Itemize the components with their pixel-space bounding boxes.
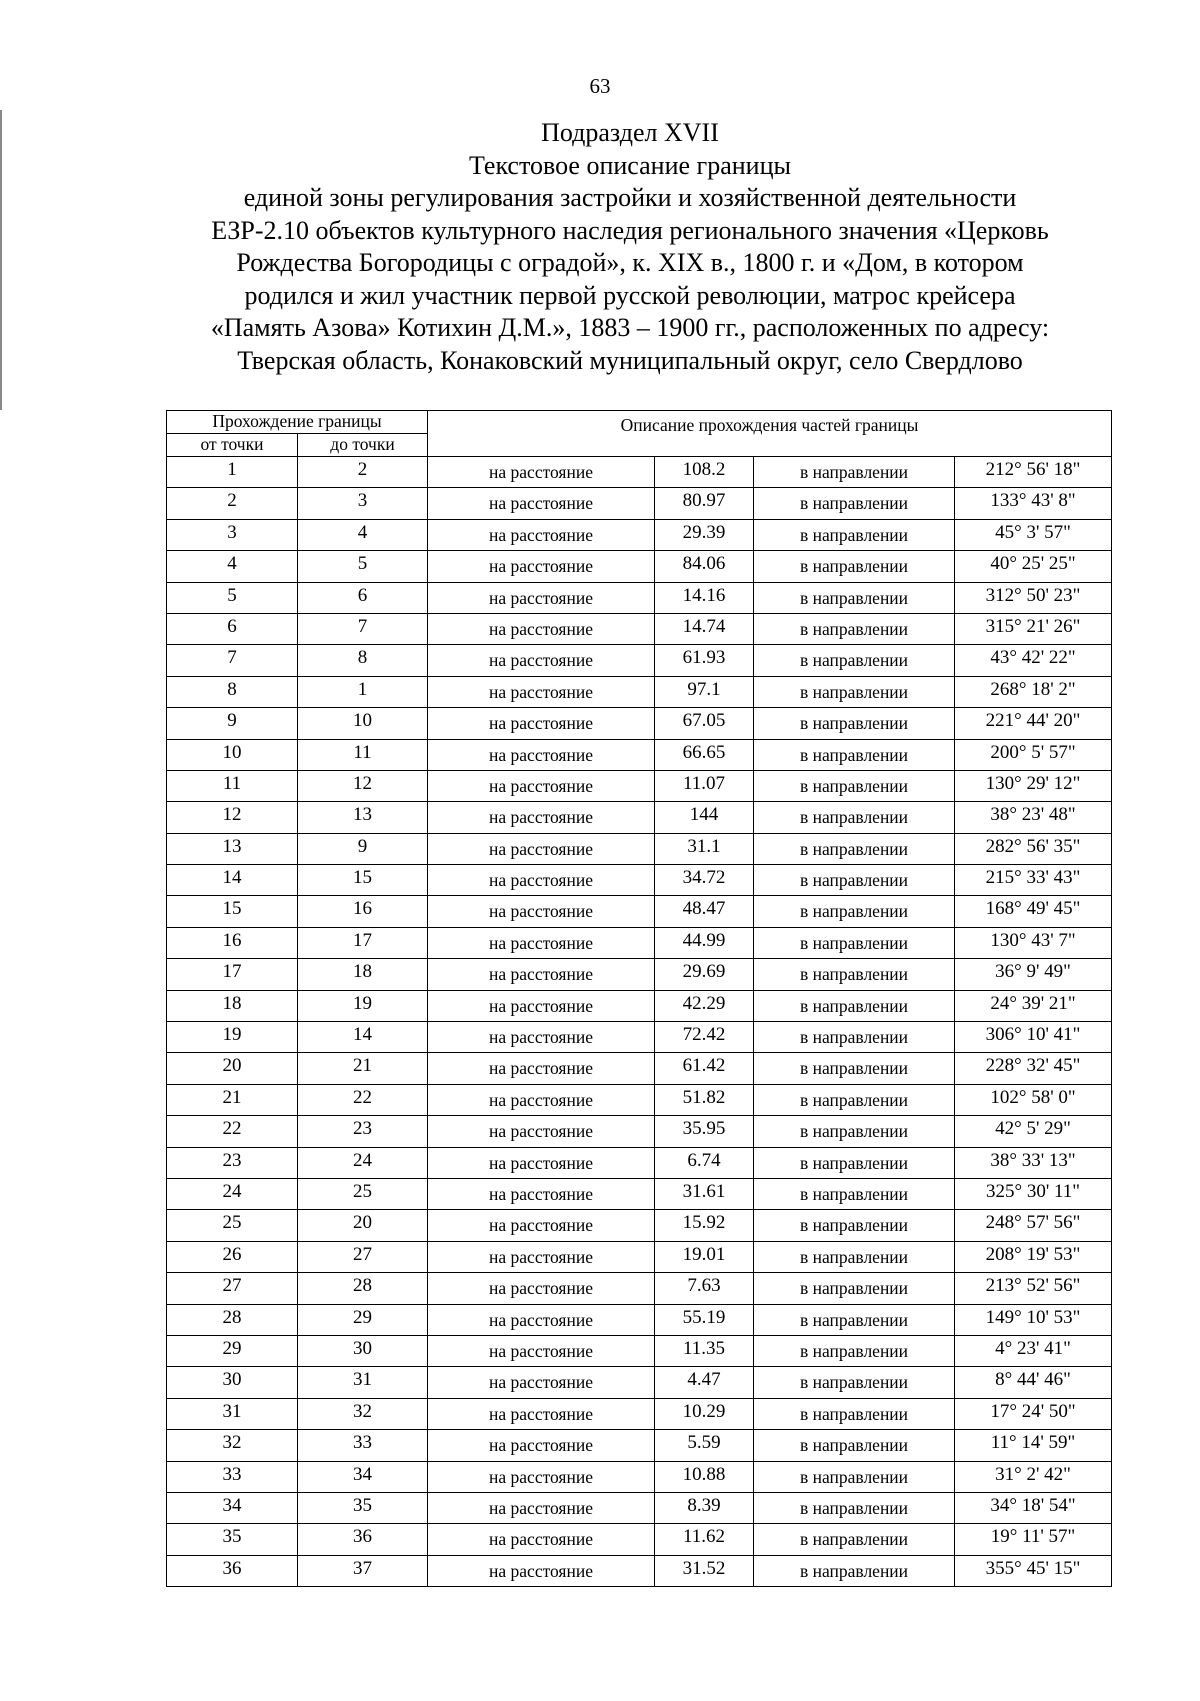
heading-line: родился и жил участник первой русской революции, матрос крейсера (244, 280, 1016, 310)
cell-direction: 221° 44' 20" (955, 708, 1112, 739)
cell-distance-label: на расстояние (428, 770, 655, 801)
cell-to: 31 (298, 1367, 428, 1398)
cell-from: 9 (167, 708, 298, 739)
cell-direction-label: в направлении (754, 645, 955, 676)
cell-distance-label: на расстояние (428, 833, 655, 864)
cell-distance: 7.63 (655, 1273, 754, 1304)
cell-distance: 48.47 (655, 896, 754, 927)
cell-direction-label: в направлении (754, 1461, 955, 1492)
cell-to: 35 (298, 1492, 428, 1523)
table-row (167, 770, 1112, 801)
table-row (167, 1524, 1112, 1555)
cell-distance-label: на расстояние (428, 1398, 655, 1429)
cell-distance-label: на расстояние (428, 1084, 655, 1115)
cell-distance-label: на расстояние (428, 1147, 655, 1178)
table-row (167, 613, 1112, 644)
cell-to: 17 (298, 927, 428, 958)
cell-direction: 130° 43' 7" (955, 927, 1112, 958)
cell-direction-label: в направлении (754, 676, 955, 707)
cell-to: 28 (298, 1273, 428, 1304)
cell-to: 37 (298, 1555, 428, 1586)
cell-to: 7 (298, 613, 428, 644)
cell-distance: 31.1 (655, 833, 754, 864)
cell-direction: 215° 33' 43" (955, 865, 1112, 896)
table-row (167, 1084, 1112, 1115)
cell-from: 25 (167, 1210, 298, 1241)
table-row (167, 676, 1112, 707)
cell-distance: 31.52 (655, 1555, 754, 1586)
cell-direction-label: в направлении (754, 1335, 955, 1366)
cell-to: 30 (298, 1335, 428, 1366)
table-row (167, 488, 1112, 519)
cell-from: 36 (167, 1555, 298, 1586)
table-row (167, 802, 1112, 833)
cell-distance: 4.47 (655, 1367, 754, 1398)
cell-direction-label: в направлении (754, 1147, 955, 1178)
cell-to: 15 (298, 865, 428, 896)
cell-direction: 248° 57' 56" (955, 1210, 1112, 1241)
header-from: от точки (167, 434, 298, 457)
cell-to: 36 (298, 1524, 428, 1555)
cell-distance-label: на расстояние (428, 896, 655, 927)
cell-distance: 31.61 (655, 1178, 754, 1209)
heading-line: Текстовое описание границы (469, 150, 791, 180)
cell-distance-label: на расстояние (428, 865, 655, 896)
cell-direction: 325° 30' 11" (955, 1178, 1112, 1209)
cell-to: 34 (298, 1461, 428, 1492)
heading-line: единой зоны регулирования застройки и хозяйственной деятельности (243, 183, 1017, 212)
cell-distance: 44.99 (655, 927, 754, 958)
cell-direction: 34° 18' 54" (955, 1492, 1112, 1523)
cell-direction-label: в направлении (754, 990, 955, 1021)
cell-direction: 43° 42' 22" (955, 645, 1112, 676)
cell-direction-label: в направлении (754, 1524, 955, 1555)
cell-direction-label: в направлении (754, 1273, 955, 1304)
cell-from: 34 (167, 1492, 298, 1523)
cell-distance: 29.39 (655, 519, 754, 550)
cell-from: 1 (167, 457, 298, 488)
boundary-table (166, 410, 1112, 1587)
cell-distance: 14.16 (655, 582, 754, 613)
table-row (167, 1555, 1112, 1586)
table-row (167, 645, 1112, 676)
cell-from: 17 (167, 959, 298, 990)
heading-line: Рождества Богородицы с оградой», к. XIX в., 1800 г. и «Дом, в котором (236, 248, 1024, 277)
cell-direction-label: в направлении (754, 1022, 955, 1053)
cell-distance-label: на расстояние (428, 1367, 655, 1398)
cell-direction-label: в направлении (754, 519, 955, 550)
cell-distance: 97.1 (655, 676, 754, 707)
cell-direction-label: в направлении (754, 1492, 955, 1523)
cell-from: 7 (167, 645, 298, 676)
cell-distance: 51.82 (655, 1084, 754, 1115)
cell-direction-label: в направлении (754, 1178, 955, 1209)
cell-direction: 133° 43' 8" (955, 488, 1112, 519)
cell-distance-label: на расстояние (428, 582, 655, 613)
cell-distance: 10.88 (655, 1461, 754, 1492)
cell-to: 23 (298, 1116, 428, 1147)
table-row (167, 457, 1112, 488)
cell-distance-label: на расстояние (428, 551, 655, 582)
cell-distance-label: на расстояние (428, 802, 655, 833)
cell-distance-label: на расстояние (428, 1430, 655, 1461)
cell-direction: 312° 50' 23" (955, 582, 1112, 613)
cell-distance: 11.62 (655, 1524, 754, 1555)
cell-distance-label: на расстояние (428, 457, 655, 488)
table-row (167, 1241, 1112, 1272)
cell-from: 6 (167, 613, 298, 644)
cell-to: 22 (298, 1084, 428, 1115)
cell-direction: 24° 39' 21" (955, 990, 1112, 1021)
cell-direction: 102° 58' 0" (955, 1084, 1112, 1115)
cell-to: 1 (298, 676, 428, 707)
cell-distance-label: на расстояние (428, 1335, 655, 1366)
cell-distance: 6.74 (655, 1147, 754, 1178)
cell-from: 29 (167, 1335, 298, 1366)
cell-to: 16 (298, 896, 428, 927)
table-row (167, 582, 1112, 613)
table-row (167, 927, 1112, 958)
cell-distance-label: на расстояние (428, 1116, 655, 1147)
cell-to: 21 (298, 1053, 428, 1084)
cell-distance: 55.19 (655, 1304, 754, 1335)
cell-from: 23 (167, 1147, 298, 1178)
cell-direction: 228° 32' 45" (955, 1053, 1112, 1084)
cell-direction-label: в направлении (754, 613, 955, 644)
cell-to: 8 (298, 645, 428, 676)
cell-from: 26 (167, 1241, 298, 1272)
table-row (167, 865, 1112, 896)
cell-from: 22 (167, 1116, 298, 1147)
cell-distance-label: на расстояние (428, 645, 655, 676)
table-row (167, 1147, 1112, 1178)
cell-distance-label: на расстояние (428, 1524, 655, 1555)
cell-distance-label: на расстояние (428, 1022, 655, 1053)
cell-direction-label: в направлении (754, 802, 955, 833)
cell-to: 12 (298, 770, 428, 801)
cell-direction-label: в направлении (754, 1241, 955, 1272)
table-row (167, 1398, 1112, 1429)
cell-distance-label: на расстояние (428, 1273, 655, 1304)
header-passage: Прохождение границы (167, 411, 428, 434)
cell-distance: 66.65 (655, 739, 754, 770)
heading-line: ЕЗР-2.10 объектов культурного наследия регионального значения «Церковь (211, 215, 1049, 245)
cell-distance: 144 (655, 802, 754, 833)
cell-from: 21 (167, 1084, 298, 1115)
cell-from: 18 (167, 990, 298, 1021)
cell-distance: 11.35 (655, 1335, 754, 1366)
cell-distance-label: на расстояние (428, 1178, 655, 1209)
cell-from: 20 (167, 1053, 298, 1084)
cell-distance: 35.95 (655, 1116, 754, 1147)
cell-to: 10 (298, 708, 428, 739)
cell-direction-label: в направлении (754, 1398, 955, 1429)
cell-direction: 130° 29' 12" (955, 770, 1112, 801)
cell-distance-label: на расстояние (428, 1555, 655, 1586)
cell-distance-label: на расстояние (428, 1210, 655, 1241)
header-to: до точки (298, 434, 428, 457)
cell-to: 19 (298, 990, 428, 1021)
cell-direction: 282° 56' 35" (955, 833, 1112, 864)
scan-edge-mark (0, 110, 2, 410)
cell-direction: 4° 23' 41" (955, 1335, 1112, 1366)
table-row (167, 519, 1112, 550)
cell-distance-label: на расстояние (428, 1304, 655, 1335)
cell-direction-label: в направлении (754, 582, 955, 613)
cell-from: 33 (167, 1461, 298, 1492)
cell-distance-label: на расстояние (428, 613, 655, 644)
cell-distance: 8.39 (655, 1492, 754, 1523)
cell-direction-label: в направлении (754, 1053, 955, 1084)
table-row (167, 990, 1112, 1021)
cell-from: 30 (167, 1367, 298, 1398)
cell-direction-label: в направлении (754, 1116, 955, 1147)
cell-direction-label: в направлении (754, 708, 955, 739)
cell-direction: 315° 21' 26" (955, 613, 1112, 644)
cell-distance: 84.06 (655, 551, 754, 582)
cell-distance: 34.72 (655, 865, 754, 896)
cell-distance-label: на расстояние (428, 927, 655, 958)
table-row (167, 959, 1112, 990)
cell-distance-label: на расстояние (428, 1053, 655, 1084)
cell-distance: 5.59 (655, 1430, 754, 1461)
cell-distance: 67.05 (655, 708, 754, 739)
cell-distance: 14.74 (655, 613, 754, 644)
table-row (167, 1053, 1112, 1084)
cell-direction-label: в направлении (754, 1555, 955, 1586)
cell-from: 24 (167, 1178, 298, 1209)
cell-to: 27 (298, 1241, 428, 1272)
cell-from: 27 (167, 1273, 298, 1304)
cell-from: 13 (167, 833, 298, 864)
cell-from: 10 (167, 739, 298, 770)
cell-distance: 42.29 (655, 990, 754, 1021)
cell-distance-label: на расстояние (428, 959, 655, 990)
table-row (167, 739, 1112, 770)
table-row (167, 1304, 1112, 1335)
cell-direction: 168° 49' 45" (955, 896, 1112, 927)
cell-to: 13 (298, 802, 428, 833)
page-number: 63 (589, 74, 611, 98)
cell-to: 32 (298, 1398, 428, 1429)
cell-to: 4 (298, 519, 428, 550)
cell-direction: 36° 9' 49" (955, 959, 1112, 990)
table-row (167, 1461, 1112, 1492)
cell-direction: 19° 11' 57" (955, 1524, 1112, 1555)
cell-distance-label: на расстояние (428, 739, 655, 770)
cell-direction: 45° 3' 57" (955, 519, 1112, 550)
cell-direction-label: в направлении (754, 457, 955, 488)
cell-distance: 61.93 (655, 645, 754, 676)
cell-to: 20 (298, 1210, 428, 1241)
cell-direction-label: в направлении (754, 1304, 955, 1335)
cell-distance-label: на расстояние (428, 990, 655, 1021)
table-row (167, 833, 1112, 864)
cell-distance: 19.01 (655, 1241, 754, 1272)
table-row (167, 1430, 1112, 1461)
cell-from: 14 (167, 865, 298, 896)
cell-from: 8 (167, 676, 298, 707)
cell-from: 5 (167, 582, 298, 613)
cell-to: 6 (298, 582, 428, 613)
table-row (167, 551, 1112, 582)
table-row (167, 1335, 1112, 1366)
cell-distance-label: на расстояние (428, 488, 655, 519)
cell-direction-label: в направлении (754, 739, 955, 770)
cell-direction-label: в направлении (754, 770, 955, 801)
cell-to: 9 (298, 833, 428, 864)
cell-direction: 40° 25' 25" (955, 551, 1112, 582)
cell-distance-label: на расстояние (428, 676, 655, 707)
cell-from: 3 (167, 519, 298, 550)
cell-direction-label: в направлении (754, 1367, 955, 1398)
table-row (167, 1367, 1112, 1398)
cell-to: 18 (298, 959, 428, 990)
cell-distance-label: на расстояние (428, 1241, 655, 1272)
cell-from: 15 (167, 896, 298, 927)
heading-line: Подраздел XVII (541, 118, 719, 147)
table-row (167, 1492, 1112, 1523)
cell-from: 19 (167, 1022, 298, 1053)
cell-direction-label: в направлении (754, 833, 955, 864)
table-row (167, 1210, 1112, 1241)
cell-to: 2 (298, 457, 428, 488)
cell-direction-label: в направлении (754, 959, 955, 990)
header-description: Описание прохождения частей границы (428, 411, 1112, 457)
cell-to: 25 (298, 1178, 428, 1209)
cell-from: 31 (167, 1398, 298, 1429)
table-row (167, 1178, 1112, 1209)
cell-distance-label: на расстояние (428, 519, 655, 550)
cell-distance: 108.2 (655, 457, 754, 488)
table-row (167, 1273, 1112, 1304)
cell-to: 14 (298, 1022, 428, 1053)
cell-from: 28 (167, 1304, 298, 1335)
cell-direction: 355° 45' 15" (955, 1555, 1112, 1586)
cell-distance: 80.97 (655, 488, 754, 519)
cell-direction: 208° 19' 53" (955, 1241, 1112, 1272)
cell-from: 32 (167, 1430, 298, 1461)
cell-from: 12 (167, 802, 298, 833)
cell-from: 2 (167, 488, 298, 519)
table-row (167, 1116, 1112, 1147)
cell-to: 5 (298, 551, 428, 582)
document-heading (150, 117, 1110, 377)
cell-distance: 10.29 (655, 1398, 754, 1429)
cell-direction-label: в направлении (754, 488, 955, 519)
cell-direction-label: в направлении (754, 927, 955, 958)
cell-direction: 268° 18' 2" (955, 676, 1112, 707)
cell-distance: 29.69 (655, 959, 754, 990)
cell-direction-label: в направлении (754, 865, 955, 896)
cell-distance: 15.92 (655, 1210, 754, 1241)
cell-direction-label: в направлении (754, 551, 955, 582)
cell-distance-label: на расстояние (428, 1492, 655, 1523)
cell-direction: 306° 10' 41" (955, 1022, 1112, 1053)
cell-direction: 11° 14' 59" (955, 1430, 1112, 1461)
cell-to: 29 (298, 1304, 428, 1335)
table-row (167, 1022, 1112, 1053)
cell-direction: 31° 2' 42" (955, 1461, 1112, 1492)
cell-direction-label: в направлении (754, 1430, 955, 1461)
table-body (167, 457, 1112, 1587)
heading-line: «Память Азова» Котихин Д.М.», 1883 – 1900 гг., расположенных по адресу: (210, 313, 1050, 342)
cell-direction: 8° 44' 46" (955, 1367, 1112, 1398)
cell-to: 3 (298, 488, 428, 519)
cell-from: 4 (167, 551, 298, 582)
cell-direction: 200° 5' 57" (955, 739, 1112, 770)
cell-direction: 212° 56' 18" (955, 457, 1112, 488)
table-row (167, 896, 1112, 927)
cell-distance: 72.42 (655, 1022, 754, 1053)
cell-direction: 149° 10' 53" (955, 1304, 1112, 1335)
heading-line: Тверская область, Конаковский муниципальный округ, село Свердлово (237, 345, 1023, 375)
cell-from: 11 (167, 770, 298, 801)
cell-to: 33 (298, 1430, 428, 1461)
cell-from: 16 (167, 927, 298, 958)
cell-distance: 11.07 (655, 770, 754, 801)
cell-distance: 61.42 (655, 1053, 754, 1084)
cell-to: 11 (298, 739, 428, 770)
cell-from: 35 (167, 1524, 298, 1555)
cell-to: 24 (298, 1147, 428, 1178)
cell-direction: 38° 33' 13" (955, 1147, 1112, 1178)
cell-direction: 17° 24' 50" (955, 1398, 1112, 1429)
cell-direction-label: в направлении (754, 896, 955, 927)
cell-distance-label: на расстояние (428, 1461, 655, 1492)
cell-direction: 42° 5' 29" (955, 1116, 1112, 1147)
cell-direction-label: в направлении (754, 1084, 955, 1115)
cell-direction: 38° 23' 48" (955, 802, 1112, 833)
cell-direction: 213° 52' 56" (955, 1273, 1112, 1304)
table-row (167, 708, 1112, 739)
cell-direction-label: в направлении (754, 1210, 955, 1241)
cell-distance-label: на расстояние (428, 708, 655, 739)
